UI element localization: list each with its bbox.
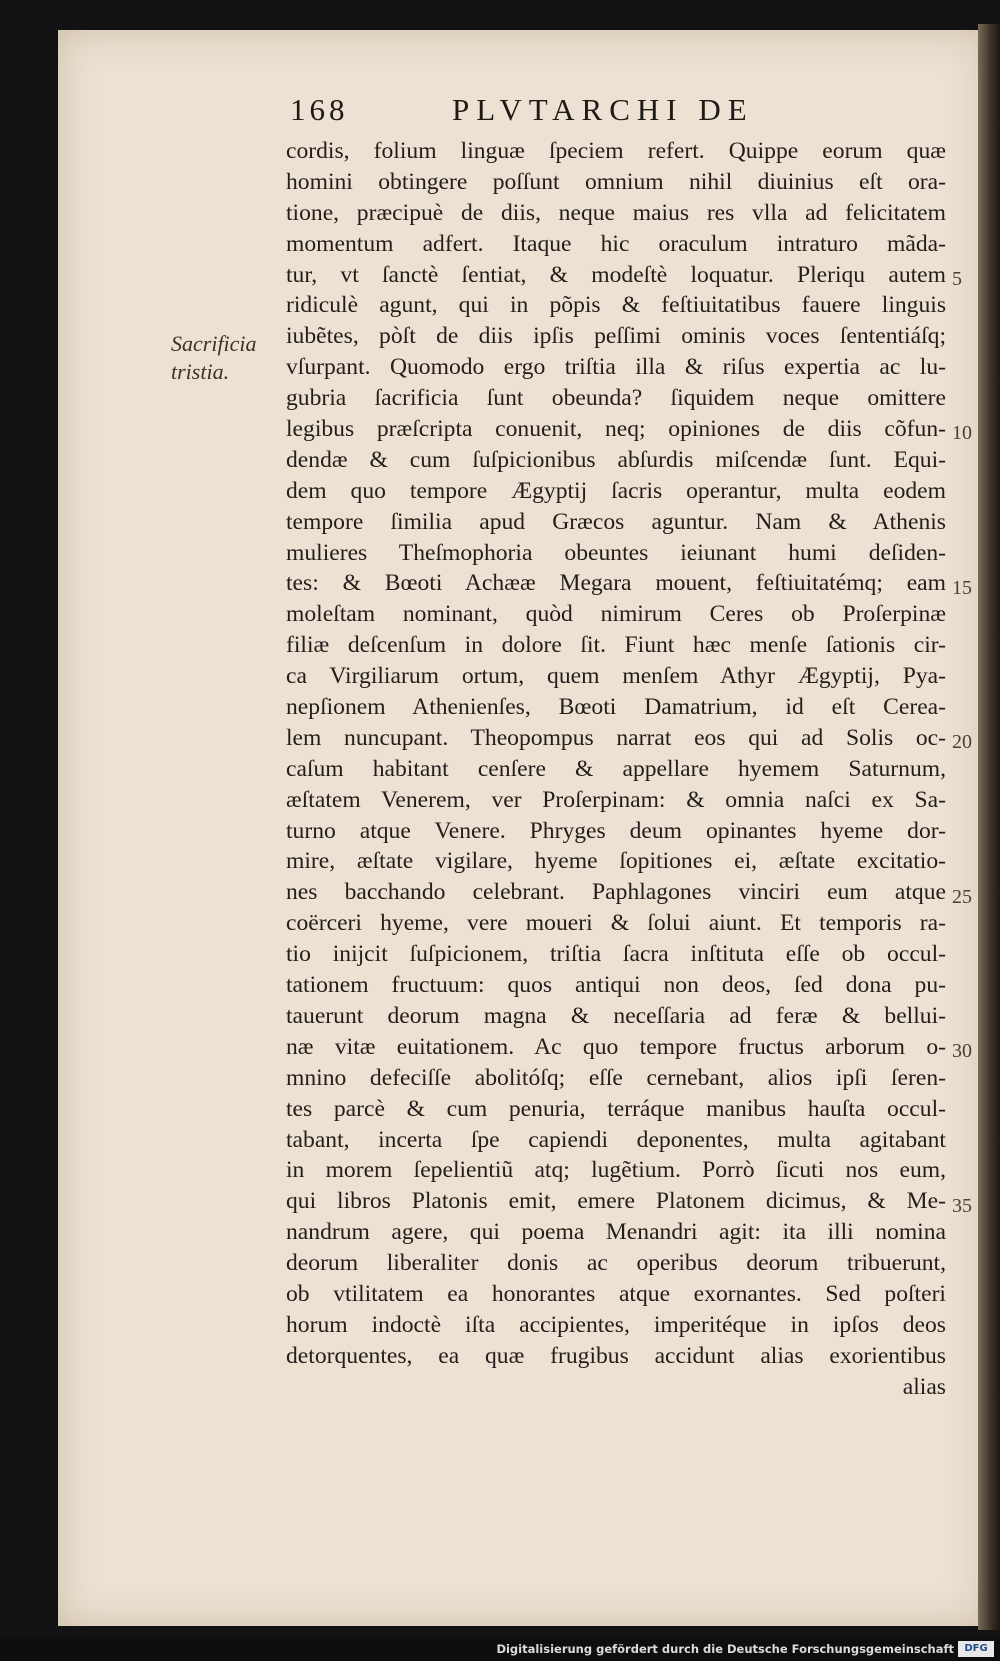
text-line: ridiculè agunt, qui in põpis & feſtiuitatibus fauere linguis [286, 292, 946, 319]
text-line: tur, vt ſanctè ſentiat, & modeſtè loquatur. Pleriqu autem [286, 261, 946, 288]
text-line: mulieres Theſmophoria obeuntes ieiunant humi deſiden- [286, 539, 946, 566]
text-line: tationem fructuum: quos antiqui non deos, ſed dona pu- [286, 972, 946, 999]
page-header [290, 92, 810, 136]
text-line: tempore ſimilia apud Græcos aguntur. Nam & Athenis [286, 508, 946, 535]
text-line: turno atque Venere. Phryges deum opinantes hyeme dor- [286, 817, 946, 844]
text-line: momentum adfert. Itaque hic oraculum intraturo mãda- [286, 230, 946, 257]
text-line: dendæ & cum ſuſpicionibus abſurdis miſcendæ ſunt. Equi- [286, 446, 946, 473]
text-line: nandrum agere, qui poema Menandri agit: ita illi nomina [286, 1219, 946, 1246]
text-line: detorquentes, ea quæ frugibus accidunt alias exorientibus [286, 1342, 946, 1369]
text-line: tes parcè & cum penuria, terráque manibus hauſta occul- [286, 1095, 946, 1122]
text-line: cordis, folium linguæ ſpeciem refert. Quippe eorum quæ [286, 138, 946, 164]
text-line: caſum habitant cenſere & appellare hyemem Saturnum, [286, 755, 946, 782]
text-line: homini obtingere poſſunt omnium nihil diuinius eſt ora- [286, 168, 946, 195]
text-line: alias [902, 1373, 946, 1400]
running-head: PLVTARCHI DE [452, 92, 754, 127]
text-line: dem quo tempore Ægyptij ſacris operantur, multa eodem [286, 477, 946, 504]
margin-note-line: Sacrificia [171, 331, 257, 356]
line-number: 5 [952, 267, 962, 290]
line-number: 35 [952, 1194, 972, 1217]
text-line: filiæ deſcenſum in dolore ſit. Fiunt hæc menſe ſationis cir- [286, 632, 946, 659]
text-line: horum indoctè iſta accipientes, imperitéque in ipſos deos [286, 1311, 946, 1338]
text-line: lem nuncupant. Theopompus narrat eos qui ad Solis oc- [286, 724, 946, 751]
line-number: 10 [952, 422, 972, 445]
text-line: coërceri hyeme, vere moueri & ſolui aiunt. Et temporis ra- [286, 910, 946, 937]
margin-note-line: tristia. [171, 359, 230, 384]
text-line: in morem ſepelientiũ atq; lugẽtium. Porrò ſicuti nos eum, [286, 1157, 946, 1184]
text-line: næ vitæ euitationem. Ac quo tempore fructus arborum o- [286, 1033, 946, 1060]
footer-bar [0, 1638, 1000, 1661]
text-line: mire, æſtate vigilare, hyeme ſopitiones ei, æſtate excitatio- [286, 848, 946, 875]
text-line: æſtatem Venerem, ver Proſerpinam: & omnia naſci ex Sa- [286, 786, 946, 813]
text-line: legibus præſcripta conuenit, neq; opiniones de diis cõfun- [286, 416, 946, 443]
page-number: 168 [290, 92, 349, 127]
line-number: 20 [952, 731, 972, 754]
text-line: deorum liberaliter donis ac operibus deorum tribuerunt, [286, 1250, 946, 1277]
text-line: tauerunt deorum magna & neceſſaria ad feræ & bellui- [286, 1002, 946, 1029]
text-line: iubẽtes, pòſt de diis ipſis peſſimi ominis voces ſententiáſq; [286, 323, 946, 350]
body-text [286, 136, 946, 1403]
text-line: tione, præcipuè de diis, neque maius res vlla ad felicitatem [286, 199, 946, 226]
text-line: gubria ſacrificia ſunt obeunda? ſiquidem neque omittere [286, 385, 946, 412]
dfg-logo-icon: DFG [958, 1641, 994, 1657]
text-line: ca Virgiliarum ortum, quem menſem Athyr Ægyptij, Pya- [286, 663, 946, 690]
text-line: tabant, incerta ſpe capiendi deponentes, multa agitabant [286, 1126, 946, 1153]
line-number: 30 [952, 1040, 972, 1063]
text-line: tes: & Bœoti Achææ Megara mouent, feſtiuitatémq; eam [286, 570, 946, 597]
line-number: 15 [952, 576, 972, 599]
text-line: vſurpant. Quomodo ergo triſtia illa & riſus expertia ac lu- [286, 354, 946, 381]
text-line: ob vtilitatem ea honorantes atque exornantes. Sed poſteri [286, 1280, 946, 1307]
text-line: nes bacchando celebrant. Paphlagones vinciri eum atque [286, 879, 946, 906]
text-line: moleſtam nominant, quòd nimirum Ceres ob Proſerpinæ [286, 601, 946, 628]
text-line: mnino defeciſſe abolitóſq; eſſe cernebant, alios ipſi ſeren- [286, 1064, 946, 1091]
margin-note [171, 330, 281, 386]
book-page-edge [978, 24, 1000, 1630]
text-line: nepſionem Athenienſes, Bœoti Damatrium, id eſt Cerea- [286, 694, 946, 721]
line-number: 25 [952, 885, 972, 908]
text-line: qui libros Platonis emit, emere Platonem dicimus, & Me- [286, 1188, 946, 1215]
funding-credit: Digitalisierung gefördert durch die Deutsche Forschungsgemeinschaft [496, 1642, 954, 1656]
text-line: tio inijcit ſuſpicionem, triſtia ſacra inſtituta eſſe ob occul- [286, 941, 946, 968]
